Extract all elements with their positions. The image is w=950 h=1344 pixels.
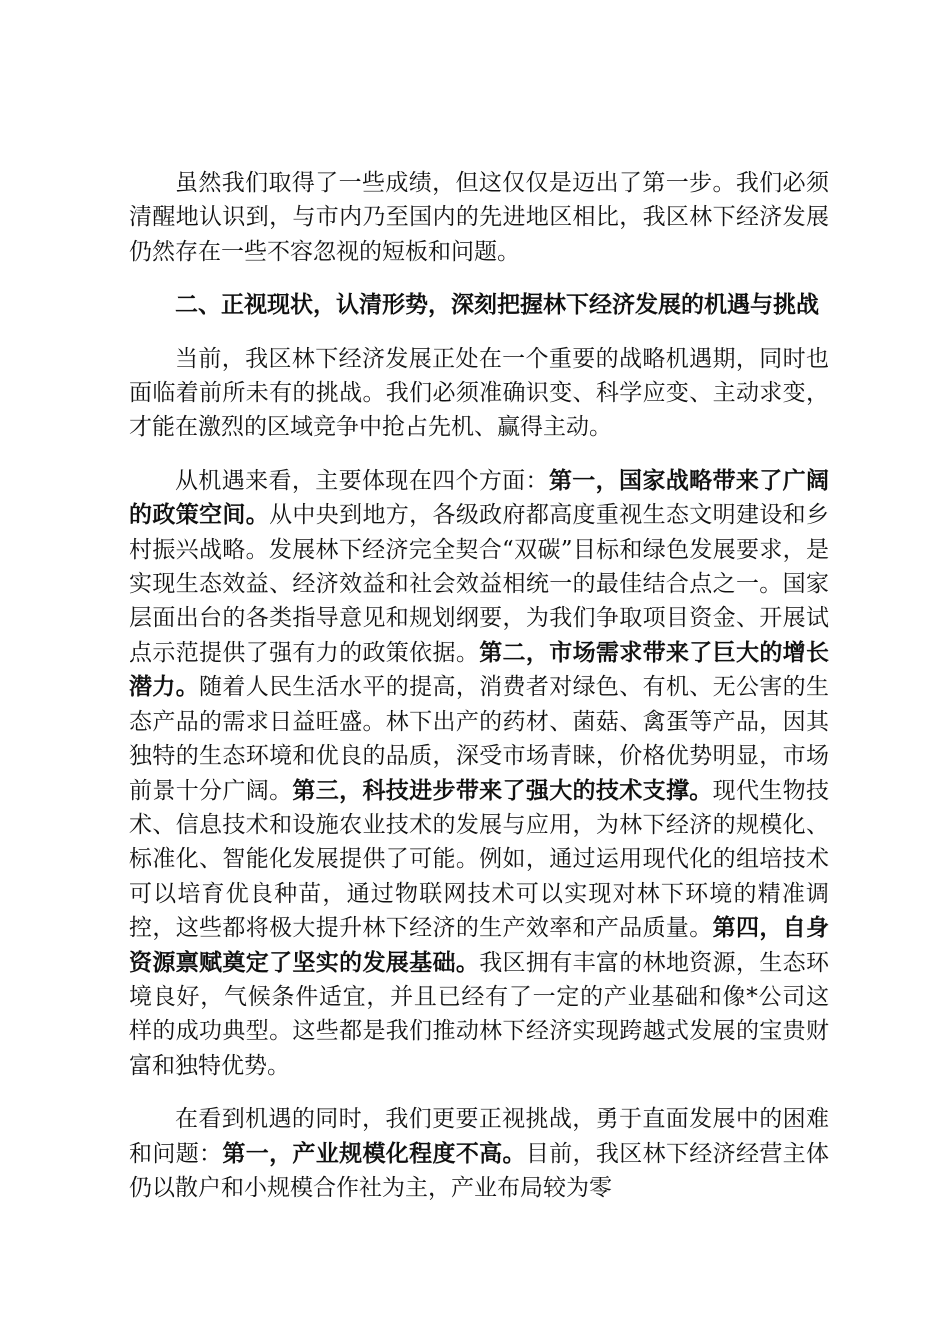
paragraph-opportunities [129, 464, 829, 1083]
challenge-1-heading: 第一，产业规模化程度不高。 [222, 1139, 526, 1167]
paragraph-text: 现代生物技术、信息技术和设施农业技术的发展与应用，为林下经济的规模化、标准化、智能化发展提供了可能。例如，通过运用现代化的组培技术可以培育优良种苗，通过物联网技术可以实现对林下环境的精准调控，这些都将极大提升林下经济的生产效率和产品质量。 [129, 777, 830, 942]
paragraph-text: 我区拥有丰富的林地资源，生态环境良好，气候条件适宜，并且已经有了一定的产业基础和像*公司这样的成功典型。这些都是我们推动林下经济实现跨越式发展的宝贵财富和独特优势。 [129, 949, 830, 1079]
paragraph-text: 目前，我区林下经济经营主体仍以散户和小规模合作社为主，产业布局较为零 [129, 1140, 830, 1201]
paragraph-challenges [129, 1102, 829, 1205]
paragraph-text: 随着人民生活水平的提高，消费者对绿色、有机、无公害的生态产品的需求日益旺盛。林下出产的药材、菌菇、禽蛋等产品，因其独特的生态环境和优良的品质，深受市场青睐，价格优势明显，市场前景十分广阔。 [129, 674, 830, 804]
paragraph-current-situation [129, 342, 829, 445]
paragraph-text: 从中央到地方，各级政府都高度重视生态文明建设和乡村振兴战略。发展林下经济完全契合“双碳”目标和绿色发展要求，是实现生态效益、经济效益和社会效益相统一的最佳结合点之一。国家层面出台的各类指导意见和规划纲要，为我们争取项目资金、开展试点示范提供了强有力的政策依据。 [129, 502, 830, 666]
paragraph-intro [129, 166, 829, 269]
opportunity-4-heading: 第四，自身资源禀赋奠定了坚实的发展基础。 [129, 914, 830, 976]
document-page [129, 166, 829, 1224]
paragraph-text: 从机遇来看，主要体现在四个方面： [175, 467, 549, 494]
paragraph-text: 在看到机遇的同时，我们更要正视挑战，勇于直面发展中的困难和问题： [129, 1106, 829, 1167]
paragraph-text: 当前，我区林下经济发展正处在一个重要的战略机遇期，同时也面临着前所未有的挑战。我们必须准确识变、科学应变、主动求变，才能在激烈的区域竞争中抢占先机、赢得主动。 [129, 345, 829, 441]
opportunity-1-heading: 第一，国家战略带来了广阔的政策空间。 [129, 466, 830, 529]
section-heading [129, 288, 829, 322]
paragraph-text: 虽然我们取得了一些成绩，但这仅仅是迈出了第一步。我们必须清醒地认识到，与市内乃至国内的先进地区相比，我区林下经济发展仍然存在一些不容忽视的短板和问题。 [129, 170, 829, 265]
section-heading-text: 二、正视现状，认清形势，深刻把握林下经济发展的机遇与挑战 [175, 291, 819, 319]
opportunity-3-heading: 第三，科技进步带来了强大的技术支撑。 [292, 776, 713, 804]
opportunity-2-heading: 第二，市场需求带来了巨大的增长潜力。 [129, 638, 830, 701]
